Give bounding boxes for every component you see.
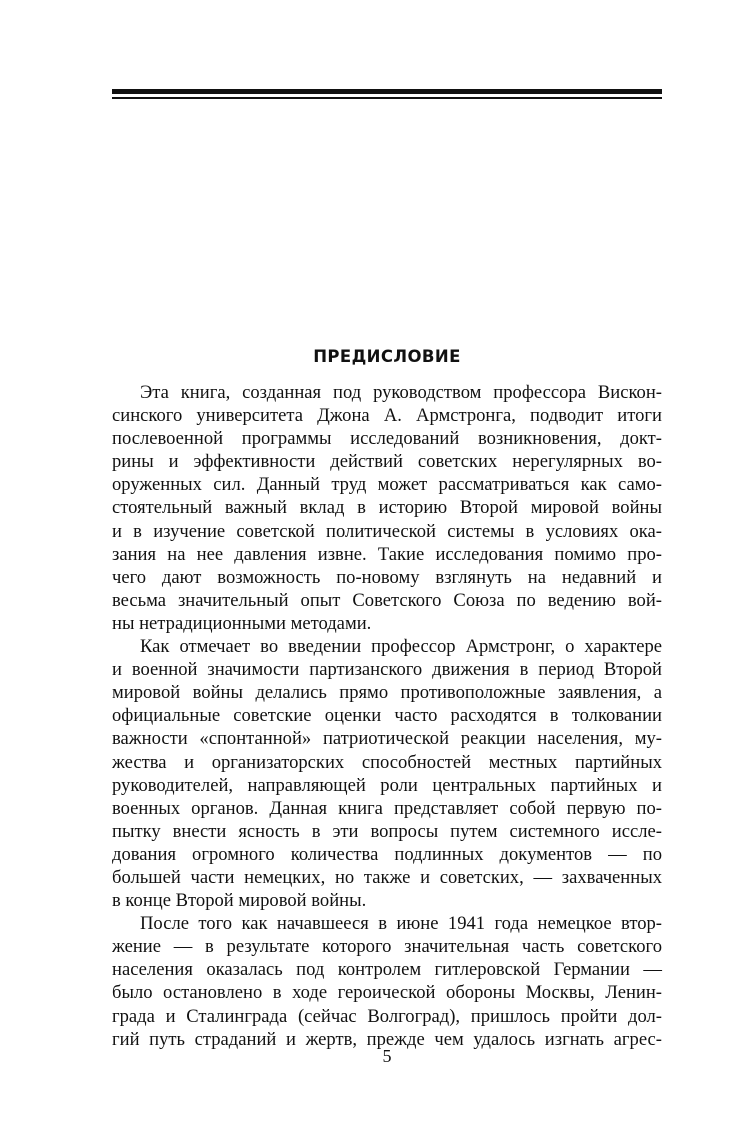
text-line: руководителей, направляющей роли центральных партийных и: [112, 774, 662, 796]
chapter-heading: ПРЕДИСЛОВИЕ: [313, 347, 461, 366]
text-line: большей части немецких, но также и советских, — захваченных: [112, 866, 662, 888]
text-line: было остановлено в ходе героической обороны Москвы, Ленин-: [112, 982, 662, 1004]
text-line: жества и организаторских способностей местных партийных: [112, 751, 662, 773]
text-line: важности «спонтанной» патриотической реакции населения, му-: [112, 728, 662, 750]
text-line: весьма значительный опыт Советского Союза по ведению вой-: [112, 589, 662, 611]
text-line: зания на нее давления извне. Такие исследования помимо про-: [112, 543, 662, 565]
text-line: дования огромного количества подлинных документов — по: [112, 843, 662, 865]
text-line: и военной значимости партизанского движения в период Второй: [112, 659, 662, 681]
page-number: 5: [382, 1046, 392, 1066]
text-line: и в изучение советской политической системы в условиях ока-: [112, 520, 662, 542]
text-line: официальные советские оценки часто расходятся в толковании: [112, 705, 662, 727]
text-line: военных органов. Данная книга представляет собой первую по-: [112, 797, 662, 819]
text-line: в конце Второй мировой войны.: [112, 890, 367, 912]
paragraph-3: [112, 912, 662, 1051]
text-line: синского университета Джона А. Армстронга, подводит итоги: [112, 405, 662, 427]
text-line: ны нетрадиционными методами.: [112, 612, 372, 634]
header-rule-thin: [112, 97, 662, 99]
text-line: чего дают возможность по-новому взглянуть на недавний и: [112, 566, 662, 588]
text-line: Эта книга, созданная под руководством профессора Вискон-: [140, 382, 662, 403]
text-line: пытку внести ясность в эти вопросы путем системного иссле-: [112, 820, 662, 842]
body-text: [112, 381, 662, 1051]
text-line: Как отмечает во введении профессор Армстронг, о характере: [140, 636, 662, 658]
text-line: стоятельный важный вклад в историю Второй мировой войны: [112, 497, 662, 519]
text-line: гий путь страданий и жертв, прежде чем удалось изгнать агрес-: [112, 1028, 662, 1050]
text-line: рины и эффективности действий советских нерегулярных во-: [112, 451, 662, 473]
text-line: послевоенной программы исследований возникновения, докт-: [112, 428, 662, 450]
header-rule-thick: [112, 89, 662, 94]
paragraph-1: [112, 381, 662, 635]
text-line: оруженных сил. Данный труд может рассматриваться как само-: [112, 474, 662, 496]
text-line: града и Сталинграда (сейчас Волгоград), пришлось пройти дол-: [112, 1005, 662, 1027]
text-line: мировой войны делались прямо противоположные заявления, а: [112, 682, 662, 704]
text-line: жение — в результате которого значительная часть советского: [112, 936, 662, 958]
text-line: населения оказалась под контролем гитлеровской Германии —: [112, 959, 662, 981]
text-line: После того как начавшееся в июне 1941 года немецкое втор-: [140, 913, 662, 935]
paragraph-2: [112, 635, 662, 912]
